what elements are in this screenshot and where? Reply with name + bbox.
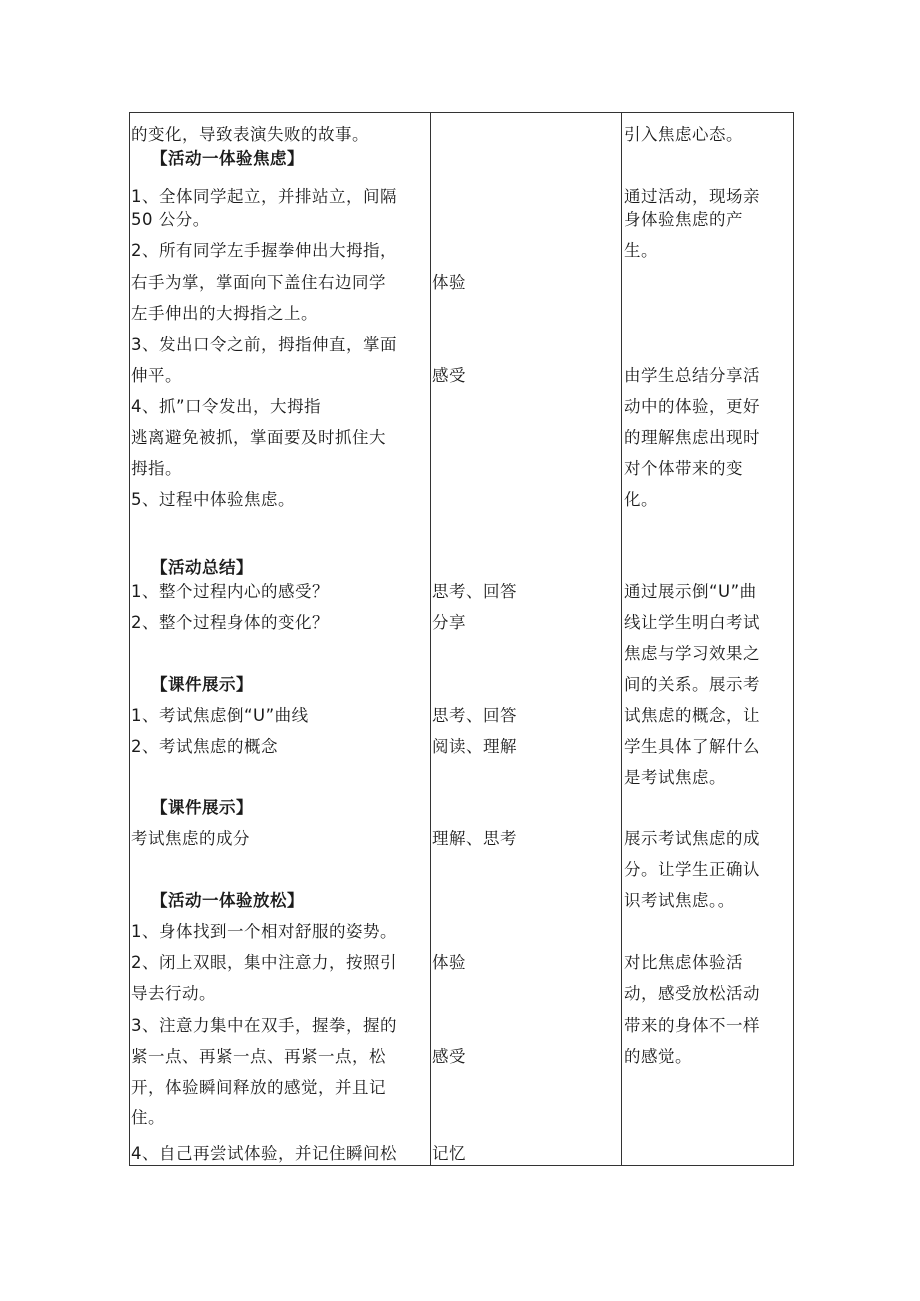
intent-line: 带来的身体不一样	[624, 1016, 760, 1035]
content-line: 3、注意力集中在双手，握拳，握的	[131, 1016, 397, 1035]
activity-label: 体验	[432, 273, 466, 292]
activity-label: 分享	[432, 613, 466, 632]
intent-line: 分。让学生正确认	[624, 860, 760, 879]
content-line: 1、整个过程内心的感受？	[131, 582, 329, 601]
intent-line: 线让学生明白考试	[624, 613, 760, 632]
intent-line: 化。	[624, 490, 658, 509]
intent-line: 间的关系。展示考	[624, 675, 760, 694]
content-line: 1、考试焦虑倒“U”曲线	[131, 706, 309, 725]
activity-label: 感受	[432, 1047, 466, 1066]
lesson-plan-table	[129, 112, 794, 1166]
intent-line: 动中的体验，更好	[624, 397, 760, 416]
content-line: 2、所有同学左手握拳伸出大拇指，	[131, 241, 397, 260]
content-line: 2、整个过程身体的变化？	[131, 613, 329, 632]
content-line: 考试焦虑的成分	[131, 829, 250, 848]
section-heading: 【活动一体验放松】	[151, 891, 304, 910]
intent-line: 引入焦虑心态。	[624, 125, 743, 144]
intent-line: 身体验焦虑的产	[624, 210, 743, 229]
section-heading: 【课件展示】	[151, 675, 253, 694]
content-line: 住。	[131, 1108, 165, 1127]
content-line: 5、过程中体验焦虑。	[131, 490, 295, 509]
content-line: 4、抓”口令发出，大拇指	[131, 397, 322, 416]
content-line: 2、闭上双眼，集中注意力，按照引	[131, 953, 397, 972]
content-line: 伸平。	[131, 366, 182, 385]
content-line: 2、考试焦虑的概念	[131, 737, 278, 756]
content-line: 导去行动。	[131, 984, 216, 1003]
intent-line: 识考试焦虑。。	[624, 891, 735, 910]
content-line: 左手伸出的大拇指之上。	[131, 304, 318, 323]
activity-label: 阅读、理解	[432, 737, 517, 756]
intent-line: 的理解焦虑出现时	[624, 428, 760, 447]
content-line: 的变化，导致表演失败的故事。	[131, 125, 369, 144]
section-heading: 【活动一体验焦虑】	[151, 149, 304, 168]
intent-line: 生。	[624, 241, 658, 260]
intent-line: 学生具体了解什么	[624, 737, 760, 756]
content-line: 拇指。	[131, 459, 182, 478]
content-line: 右手为掌，掌面向下盖住右边同学	[131, 273, 386, 292]
intent-line: 由学生总结分享活	[624, 366, 760, 385]
activity-label: 思考、回答	[432, 706, 517, 725]
content-line: 4、自己再尝试体验，并记住瞬间松	[131, 1144, 397, 1163]
activity-label: 理解、思考	[432, 829, 517, 848]
content-line: 50 公分。	[131, 210, 210, 229]
intent-line: 焦虑与学习效果之	[624, 644, 760, 663]
activity-label: 思考、回答	[432, 582, 517, 601]
intent-line: 对比焦虑体验活	[624, 953, 743, 972]
content-line: 1、身体找到一个相对舒服的姿势。	[131, 922, 397, 941]
intent-line: 通过活动，现场亲	[624, 187, 760, 206]
column-divider	[430, 113, 431, 1165]
section-heading: 【课件展示】	[151, 798, 253, 817]
content-line: 3、发出口令之前，拇指伸直，掌面	[131, 335, 397, 354]
content-line: 紧一点、再紧一点、再紧一点，松	[131, 1047, 386, 1066]
activity-label: 体验	[432, 953, 466, 972]
intent-line: 是考试焦虑。	[624, 768, 726, 787]
intent-line: 的感觉。	[624, 1047, 692, 1066]
content-line: 1、全体同学起立，并排站立，间隔	[131, 187, 397, 206]
activity-label: 记忆	[432, 1144, 466, 1163]
section-heading: 【活动总结】	[151, 558, 253, 577]
intent-line: 动，感受放松活动	[624, 984, 760, 1003]
intent-line: 通过展示倒“U”曲	[624, 582, 757, 601]
activity-label: 感受	[432, 366, 466, 385]
content-line: 开，体验瞬间释放的感觉，并且记	[131, 1078, 386, 1097]
content-line: 逃离避免被抓，掌面要及时抓住大	[131, 428, 386, 447]
column-divider	[621, 113, 622, 1165]
intent-line: 展示考试焦虑的成	[624, 829, 760, 848]
intent-line: 试焦虑的概念，让	[624, 706, 760, 725]
intent-line: 对个体带来的变	[624, 459, 743, 478]
